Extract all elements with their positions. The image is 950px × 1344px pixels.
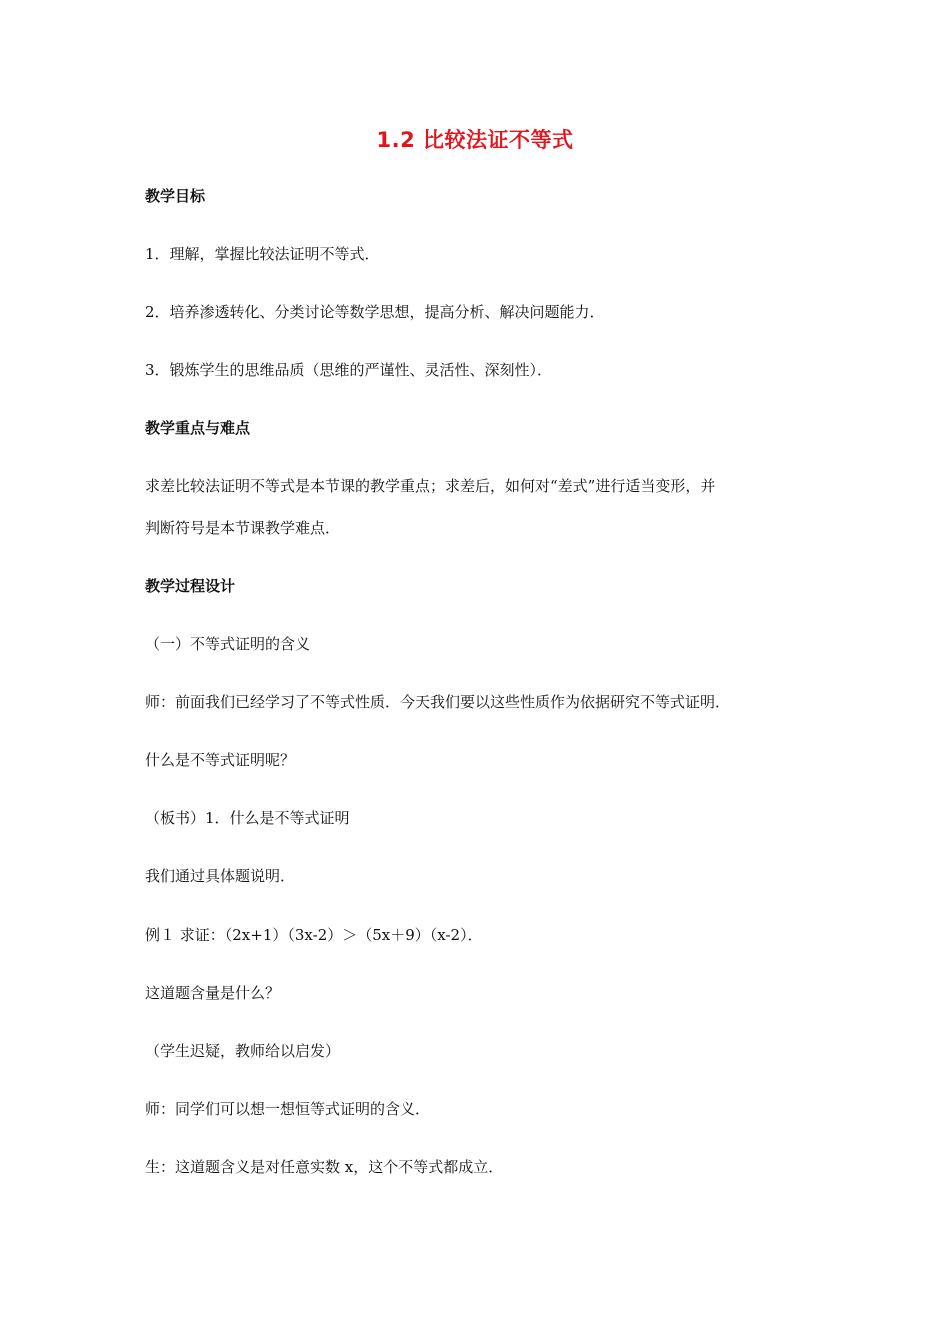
keypoints-heading: 教学重点与难点 <box>145 419 251 437</box>
process-line: （一）不等式证明的含义 <box>145 635 311 653</box>
process-line: 师：前面我们已经学习了不等式性质．今天我们要以这些性质作为依据研究不等式证明． <box>145 693 731 711</box>
process-line: 生：这道题含义是对任意实数 x，这个不等式都成立． <box>145 1158 504 1176</box>
process-line: 我们通过具体题说明． <box>145 867 296 885</box>
process-line: （板书）1．什么是不等式证明 <box>145 809 350 827</box>
process-line: （学生迟疑，教师给以启发） <box>145 1042 341 1060</box>
process-heading: 教学过程设计 <box>145 577 236 595</box>
process-line: 什么是不等式证明呢？ <box>145 751 296 769</box>
keypoints-paragraph-line: 判断符号是本节课教学难点． <box>145 519 341 537</box>
objective-item: 2．培养渗透转化、分类讨论等数学思想，提高分析、解决问题能力． <box>145 303 605 321</box>
keypoints-paragraph-line: 求差比较法证明不等式是本节课的教学重点；求差后，如何对“差式”进行适当变形，并 <box>145 477 716 495</box>
objective-item: 3．锻炼学生的思维品质（思维的严谨性、灵活性、深刻性）． <box>145 361 553 379</box>
objective-item: 1．理解，掌握比较法证明不等式． <box>145 245 380 263</box>
example-line: 例１ 求证：（2x+1）（3x-2）＞（5x＋9）（x-2）． <box>145 926 483 944</box>
process-line: 师：同学们可以想一想恒等式证明的含义． <box>145 1100 431 1118</box>
objectives-heading: 教学目标 <box>145 187 206 205</box>
process-line: 这道题含量是什么？ <box>145 984 281 1002</box>
document-title: 1.2 比较法证不等式 <box>376 128 574 152</box>
